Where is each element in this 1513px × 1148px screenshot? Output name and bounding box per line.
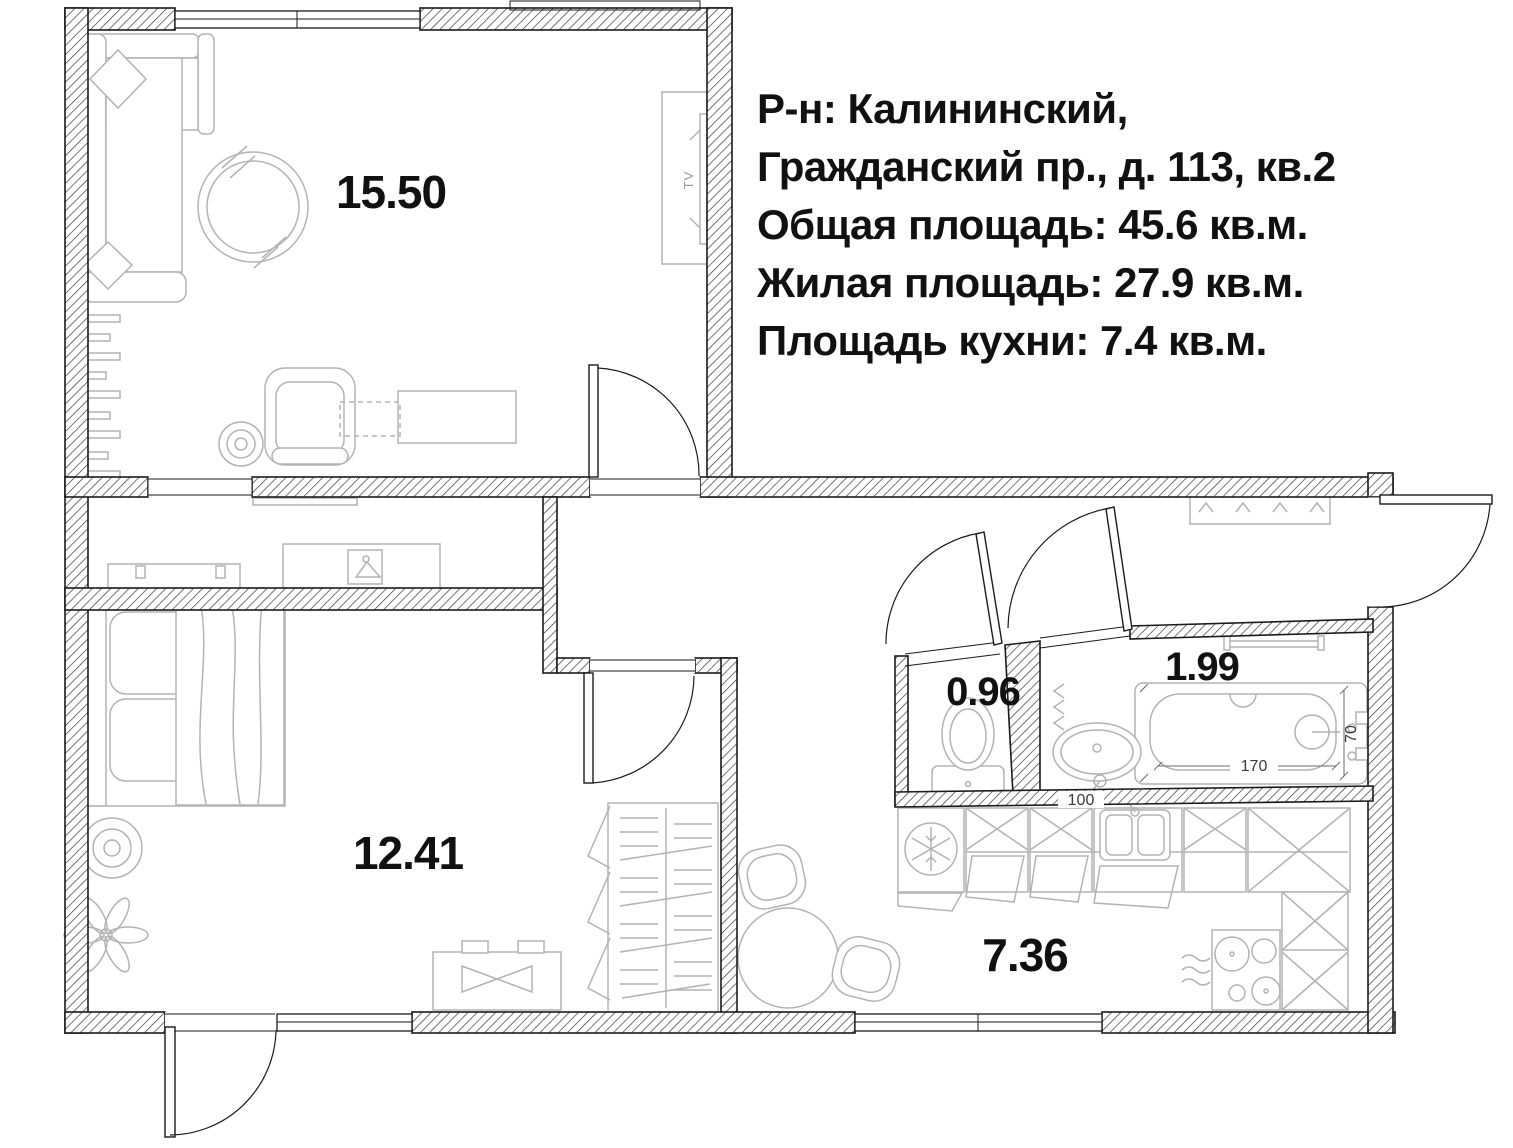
wall-bedroom-top: [557, 658, 590, 673]
pouf: [82, 818, 142, 878]
coat-rack: [1190, 494, 1330, 524]
living-room-door: [589, 365, 700, 497]
bathroom-wall-label: 100: [1067, 792, 1095, 809]
wall-corridor-bottom: [65, 588, 557, 610]
heated-towel-icon: [1054, 684, 1064, 730]
wall-top-right: [420, 8, 732, 30]
wall-bottom: [65, 1012, 165, 1033]
wall-bedroom-right: [721, 658, 737, 1033]
corridor-track: [253, 498, 357, 505]
wall-toilet-left: [895, 656, 908, 806]
bathtub-width-label: 70: [1343, 725, 1360, 743]
corner-sofa: [82, 34, 214, 302]
bathroom-area-label: 1.99: [1165, 645, 1239, 689]
bedroom-door: [584, 658, 695, 783]
toilet-door: [886, 532, 1002, 666]
wall-left: [65, 8, 88, 1033]
living-room-furniture: [80, 34, 714, 478]
entrance-door: [1368, 495, 1492, 607]
balcony-door: [165, 1012, 276, 1137]
dining-chair: [734, 841, 809, 913]
corridor-opening: [148, 477, 252, 497]
info-total-area: Общая площадь: 45.6 кв.м.: [757, 201, 1308, 248]
bedroom-area-label: 12.41: [352, 827, 464, 879]
bedroom-window: [277, 1014, 412, 1031]
wall-hallway-top: [252, 477, 590, 497]
living-room-area-label: 15.50: [335, 166, 447, 218]
listing-info-block: [757, 80, 1417, 370]
info-kitchen-area: Площадь кухни: 7.4 кв.м.: [757, 317, 1267, 364]
towel-rail: [1224, 636, 1324, 650]
wall-living-right: [707, 8, 732, 497]
bedroom-wardrobe: [588, 803, 718, 1013]
info-living-area: Жилая площадь: 27.9 кв.м.: [757, 259, 1304, 306]
dining-chair: [828, 932, 905, 1006]
corridor-furniture: [108, 498, 440, 590]
console-bench: [108, 564, 240, 590]
armchair: [265, 368, 355, 465]
bathroom-door: [1008, 507, 1132, 648]
wall-hallway-top: [65, 477, 148, 497]
wall-toilet-bath-divider: [1005, 641, 1040, 795]
round-table: [198, 146, 308, 268]
dining-table: [734, 841, 904, 1008]
tv-label: TV: [681, 170, 696, 190]
double-bed: [86, 598, 285, 806]
dressing-table: [433, 941, 561, 1010]
kitchen-area-label: 7.36: [982, 929, 1068, 981]
fridge: [898, 808, 964, 911]
wall-hallway-top: [700, 477, 1393, 497]
desk: [340, 391, 516, 443]
wall-outer-right: [1368, 473, 1393, 497]
stove: [1212, 930, 1280, 1010]
wall-outer-right: [1368, 607, 1393, 1033]
wall-bottom: [1102, 1012, 1395, 1033]
side-table: [219, 422, 263, 466]
bathtub-length-label: 170: [1240, 758, 1268, 775]
toilet-area-label: 0.96: [946, 670, 1020, 714]
bathroom-sink: [1053, 723, 1141, 794]
steam-icon: [1182, 955, 1210, 985]
info-address: Гражданский пр., д. 113, кв.2: [757, 143, 1336, 190]
wall-corridor-divider: [543, 497, 557, 673]
living-room-window: [175, 11, 420, 28]
kitchen-window: [855, 1014, 1102, 1031]
wall-bathroom-top: [1130, 619, 1373, 639]
info-district: Р-н: Калининский,: [757, 85, 1128, 132]
wall-bottom: [412, 1012, 855, 1033]
corridor-wardrobe: [283, 544, 440, 590]
tall-cabinet: [1282, 892, 1348, 1010]
